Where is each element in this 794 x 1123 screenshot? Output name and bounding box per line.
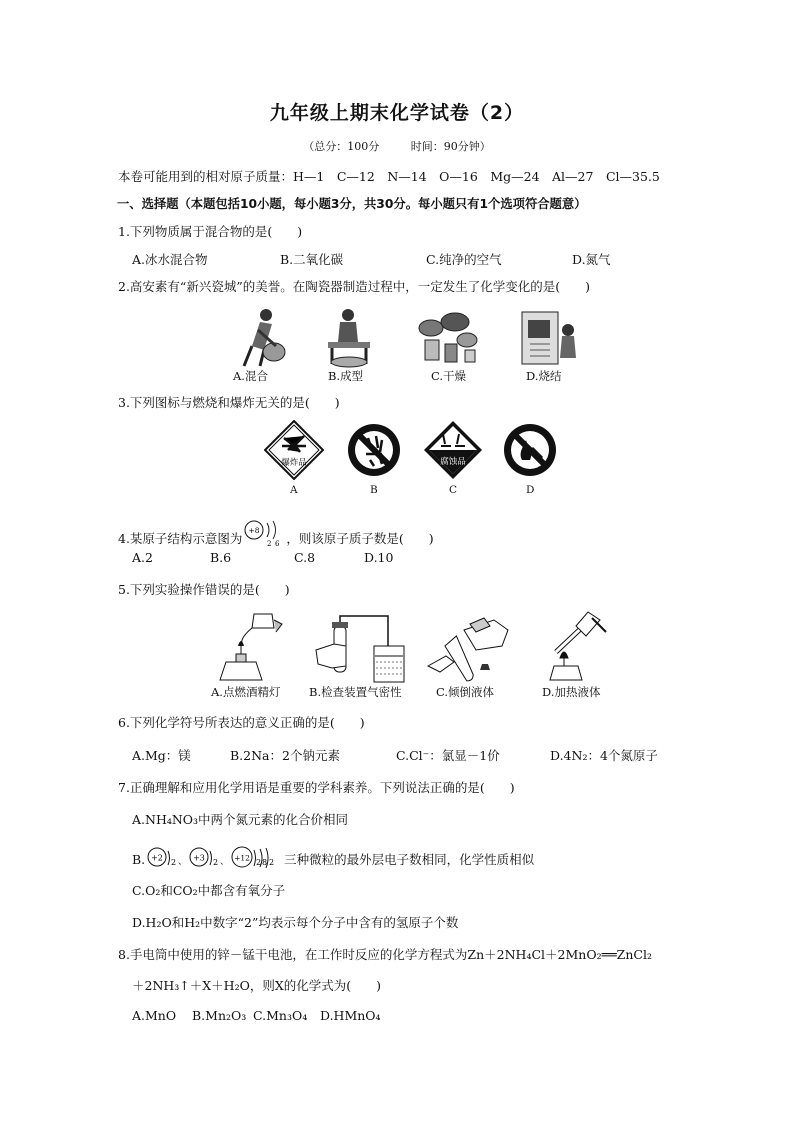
q7-option-a: A.NH₄NO₃中两个氮元素的化合价相同 (132, 812, 349, 827)
corrosive-sign-text: 腐蚀品 (440, 457, 466, 467)
option-c: C.Mn₃O₄ (253, 1008, 308, 1023)
option-b: B.6 (210, 550, 232, 565)
total-score: （总分：100分 (303, 140, 380, 153)
q7-option-b-text: 三种微粒的最外层电子数相同，化学性质相似 (284, 852, 535, 867)
corrosive-sign-icon (423, 420, 483, 480)
question-3-stem: 3.下列图标与燃烧和爆炸无关的是( ) (118, 395, 340, 410)
option-c: C.纯净的空气 (426, 252, 502, 267)
drying-illustration (415, 306, 481, 368)
sintering-illustration (518, 308, 580, 368)
option-d: D.HMnO₄ (320, 1008, 381, 1023)
option-a: A.2 (132, 550, 153, 565)
alcohol-lamp-illustration (212, 610, 284, 684)
q5-caption-d: D.加热液体 (542, 685, 601, 699)
svg-text:2: 2 (256, 858, 262, 867)
q7-option-b-prefix: B. (132, 852, 146, 867)
q2-caption-a: A.混合 (233, 369, 268, 383)
q5-caption-b: B.检查装置气密性 (309, 685, 402, 699)
svg-text:、: 、 (178, 857, 188, 867)
option-b: B.二氧化碳 (280, 252, 344, 267)
question-6-stem: 6.下列化学符号所表达的意义正确的是( ) (118, 715, 365, 730)
airtightness-check-illustration (312, 612, 408, 684)
svg-text:2: 2 (171, 858, 177, 867)
q7-option-b (132, 846, 534, 870)
heating-liquid-illustration (540, 608, 610, 684)
q5-caption-a: A.点燃酒精灯 (211, 685, 281, 699)
q5-caption-c: C.倾倒液体 (436, 685, 495, 699)
explosive-sign-icon (264, 420, 324, 480)
no-open-flame-icon (502, 422, 558, 478)
q3-label-c: C (449, 484, 458, 496)
option-a: A.Mg：镁 (132, 748, 191, 763)
particle-structure-diagrams (146, 846, 280, 870)
q3-label-d: D (526, 484, 535, 496)
option-c: C.Cl⁻：氯显－1价 (396, 748, 500, 763)
svg-text:、: 、 (220, 857, 230, 867)
option-c: C.8 (294, 550, 316, 565)
atom-structure-diagram (244, 519, 284, 549)
page-title: 九年级上期末化学试卷（2） (269, 102, 525, 124)
q4-stem-before: 4.某原子结构示意图为 (118, 531, 243, 546)
explosive-sign-text: 爆炸品 (281, 458, 307, 468)
question-1-options (132, 250, 611, 268)
question-6-options (132, 746, 658, 764)
question-2-stem: 2.高安素有“新兴瓷城”的美誉。在陶瓷器制造过程中，一定发生了化学变化的是( ) (118, 279, 590, 294)
q4-stem-after: ，则该原子质子数是( ) (286, 531, 434, 546)
question-4-options (132, 550, 393, 565)
svg-text:6: 6 (275, 540, 280, 548)
no-fireworks-icon (346, 422, 402, 478)
pouring-liquid-illustration (424, 610, 516, 684)
option-d: D.10 (364, 550, 394, 565)
option-d: D.4N₂：4个氮原子 (550, 748, 658, 763)
option-b: B.Mn₂O₃ (192, 1008, 247, 1023)
svg-text:8: 8 (262, 858, 268, 867)
q2-caption-c: C.干燥 (431, 369, 467, 383)
q3-label-a: A (290, 484, 298, 496)
q2-caption-d: D.烧结 (526, 369, 562, 383)
atomic-masses: 本卷可能用到的相对原子质量：H—1 C—12 N—14 O—16 Mg—24 Al—27 Cl—35.5 (118, 169, 660, 184)
svg-text:2: 2 (269, 858, 275, 867)
question-7-stem: 7.正确理解和应用化学用语是重要的学科素养。下列说法正确的是( ) (118, 780, 515, 795)
exam-info (0, 138, 794, 154)
q4-nucleus-label: +8 (248, 526, 260, 535)
q7-option-c: C.O₂和CO₂中都含有氧分子 (132, 883, 286, 898)
mixing-illustration (230, 306, 290, 368)
option-a: A.MnO (132, 1008, 177, 1023)
particle-2-nucleus: +3 (193, 853, 206, 863)
particle-1-nucleus: +2 (151, 853, 164, 863)
particle-3-nucleus: +12 (234, 853, 251, 863)
section-heading: 一、选择题（本题包括10小题，每小题3分，共30分。每小题只有1个选项符合题意） (117, 197, 587, 211)
option-a: A.冰水混合物 (132, 252, 208, 267)
svg-text:2: 2 (267, 540, 272, 548)
question-8-stem-2: ＋2NH₃↑＋X＋H₂O，则X的化学式为( ) (132, 978, 381, 993)
q7-option-d: D.H₂O和H₂中数字“2”均表示每个分子中含有的氢原子个数 (132, 915, 459, 930)
svg-text:2: 2 (213, 858, 219, 867)
question-1-stem: 1.下列物质属于混合物的是( ) (118, 224, 303, 239)
question-8-stem: 8.手电筒中使用的锌－锰干电池，在工作时反应的化学方程式为Zn＋2NH₄Cl＋2MnO₂══ZnCl₂ (118, 947, 652, 962)
option-d: D.氮气 (572, 252, 611, 267)
exam-time: 时间：90分钟） (410, 140, 491, 153)
question-4-stem (118, 519, 434, 549)
q2-caption-b: B.成型 (328, 369, 364, 383)
question-8-options (132, 1008, 381, 1023)
q3-label-b: B (370, 484, 378, 496)
shaping-illustration (322, 306, 376, 368)
question-5-stem: 5.下列实验操作错误的是( ) (118, 582, 290, 597)
option-b: B.2Na：2个钠元素 (230, 748, 340, 763)
